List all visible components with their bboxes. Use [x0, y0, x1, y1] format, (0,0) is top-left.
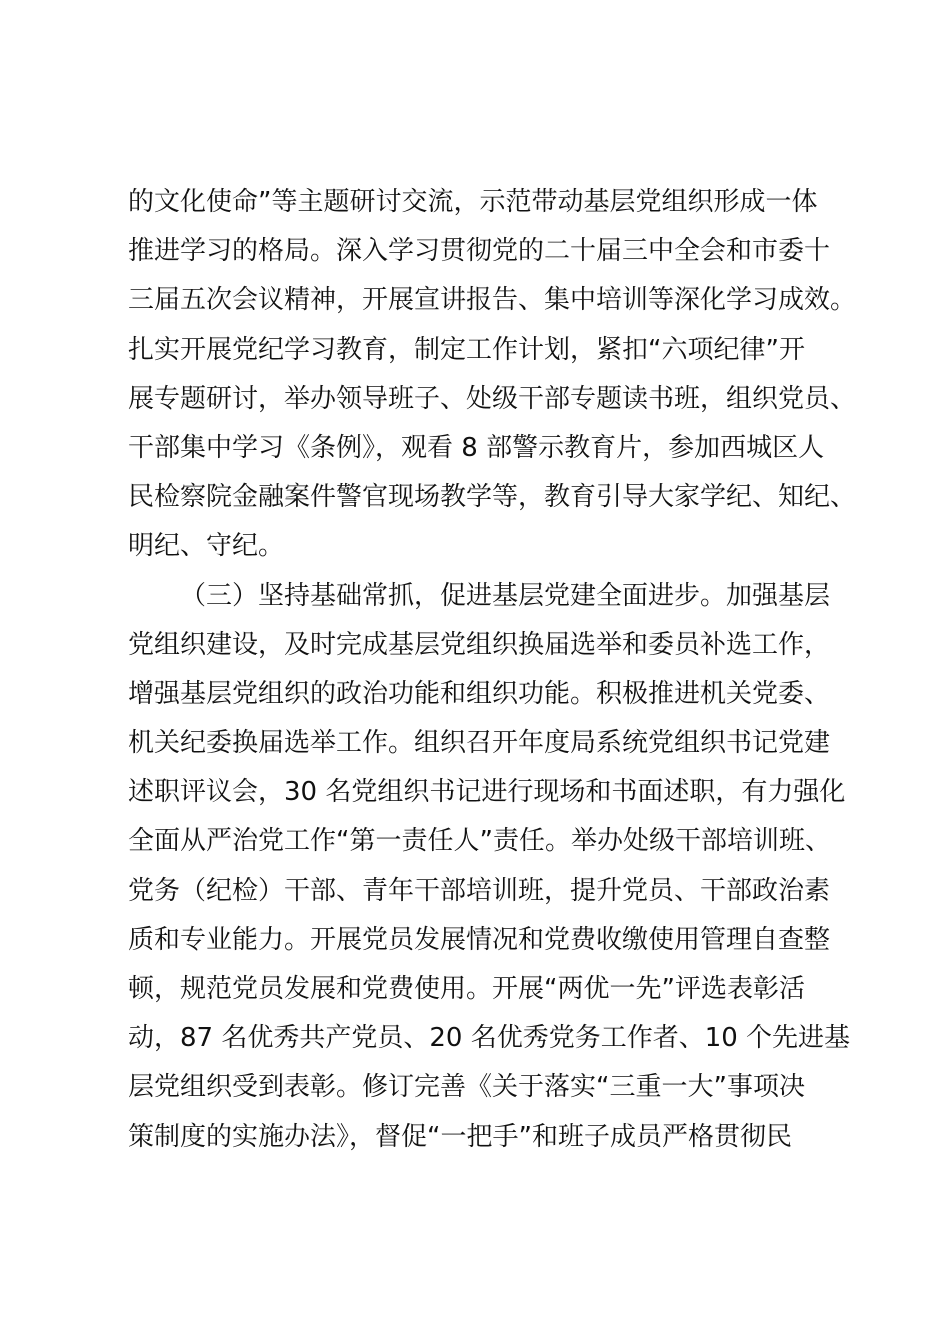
text-line: 全面从严治党工作“第一责任人”责任。举办处级干部培训班、: [128, 826, 831, 857]
text-line: 策制度的实施办法》，督促“一把手”和班子成员严格贯彻民: [128, 1121, 792, 1152]
text-line: 扎实开展党纪学习教育，制定工作计划，紧扣“六项纪律”开: [128, 334, 805, 365]
text-line: 明纪、守纪。: [128, 531, 285, 562]
text-line: 民检察院金融案件警官现场教学等，教育引导大家学纪、知纪、: [128, 482, 857, 513]
text-line: 述职评议会，30 名党组织书记进行现场和书面述职，有力强化: [128, 777, 846, 808]
text-line: 层党组织受到表彰。修订完善《关于落实“三重一大”事项决: [128, 1072, 805, 1103]
text-line: 干部集中学习《条例》，观看 8 部警示教育片，参加西城区人: [128, 432, 825, 463]
text-line: 动，87 名优秀共产党员、20 名优秀党务工作者、10 个先进基: [128, 1023, 851, 1054]
body-text: [128, 178, 857, 1162]
text-line: 推进学习的格局。深入学习贯彻党的二十届三中全会和市委十: [128, 236, 831, 267]
text-line: 三届五次会议精神，开展宣讲报告、集中培训等深化学习成效。: [128, 285, 857, 316]
text-line: 党组织建设，及时完成基层党组织换届选举和委员补选工作，: [128, 629, 831, 660]
text-line: 机关纪委换届选举工作。组织召开年度局系统党组织书记党建: [128, 728, 831, 759]
text-line: 质和专业能力。开展党员发展情况和党费收缴使用管理自查整: [128, 924, 831, 955]
text-line: 增强基层党组织的政治功能和组织功能。积极推进机关党委、: [128, 678, 831, 709]
text-line: 顿，规范党员发展和党费使用。开展“两优一先”评选表彰活: [128, 974, 805, 1004]
text-line: 党务（纪检）干部、青年干部培训班，提升党员、干部政治素: [128, 875, 831, 906]
section-heading-line: （三）坚持基础常抓，促进基层党建全面进步。加强基层: [180, 580, 831, 611]
text-line: 展专题研讨，举办领导班子、处级干部专题读书班，组织党员、: [128, 383, 857, 414]
text-line: 的文化使命”等主题研讨交流，示范带动基层党组织形成一体: [128, 187, 818, 217]
